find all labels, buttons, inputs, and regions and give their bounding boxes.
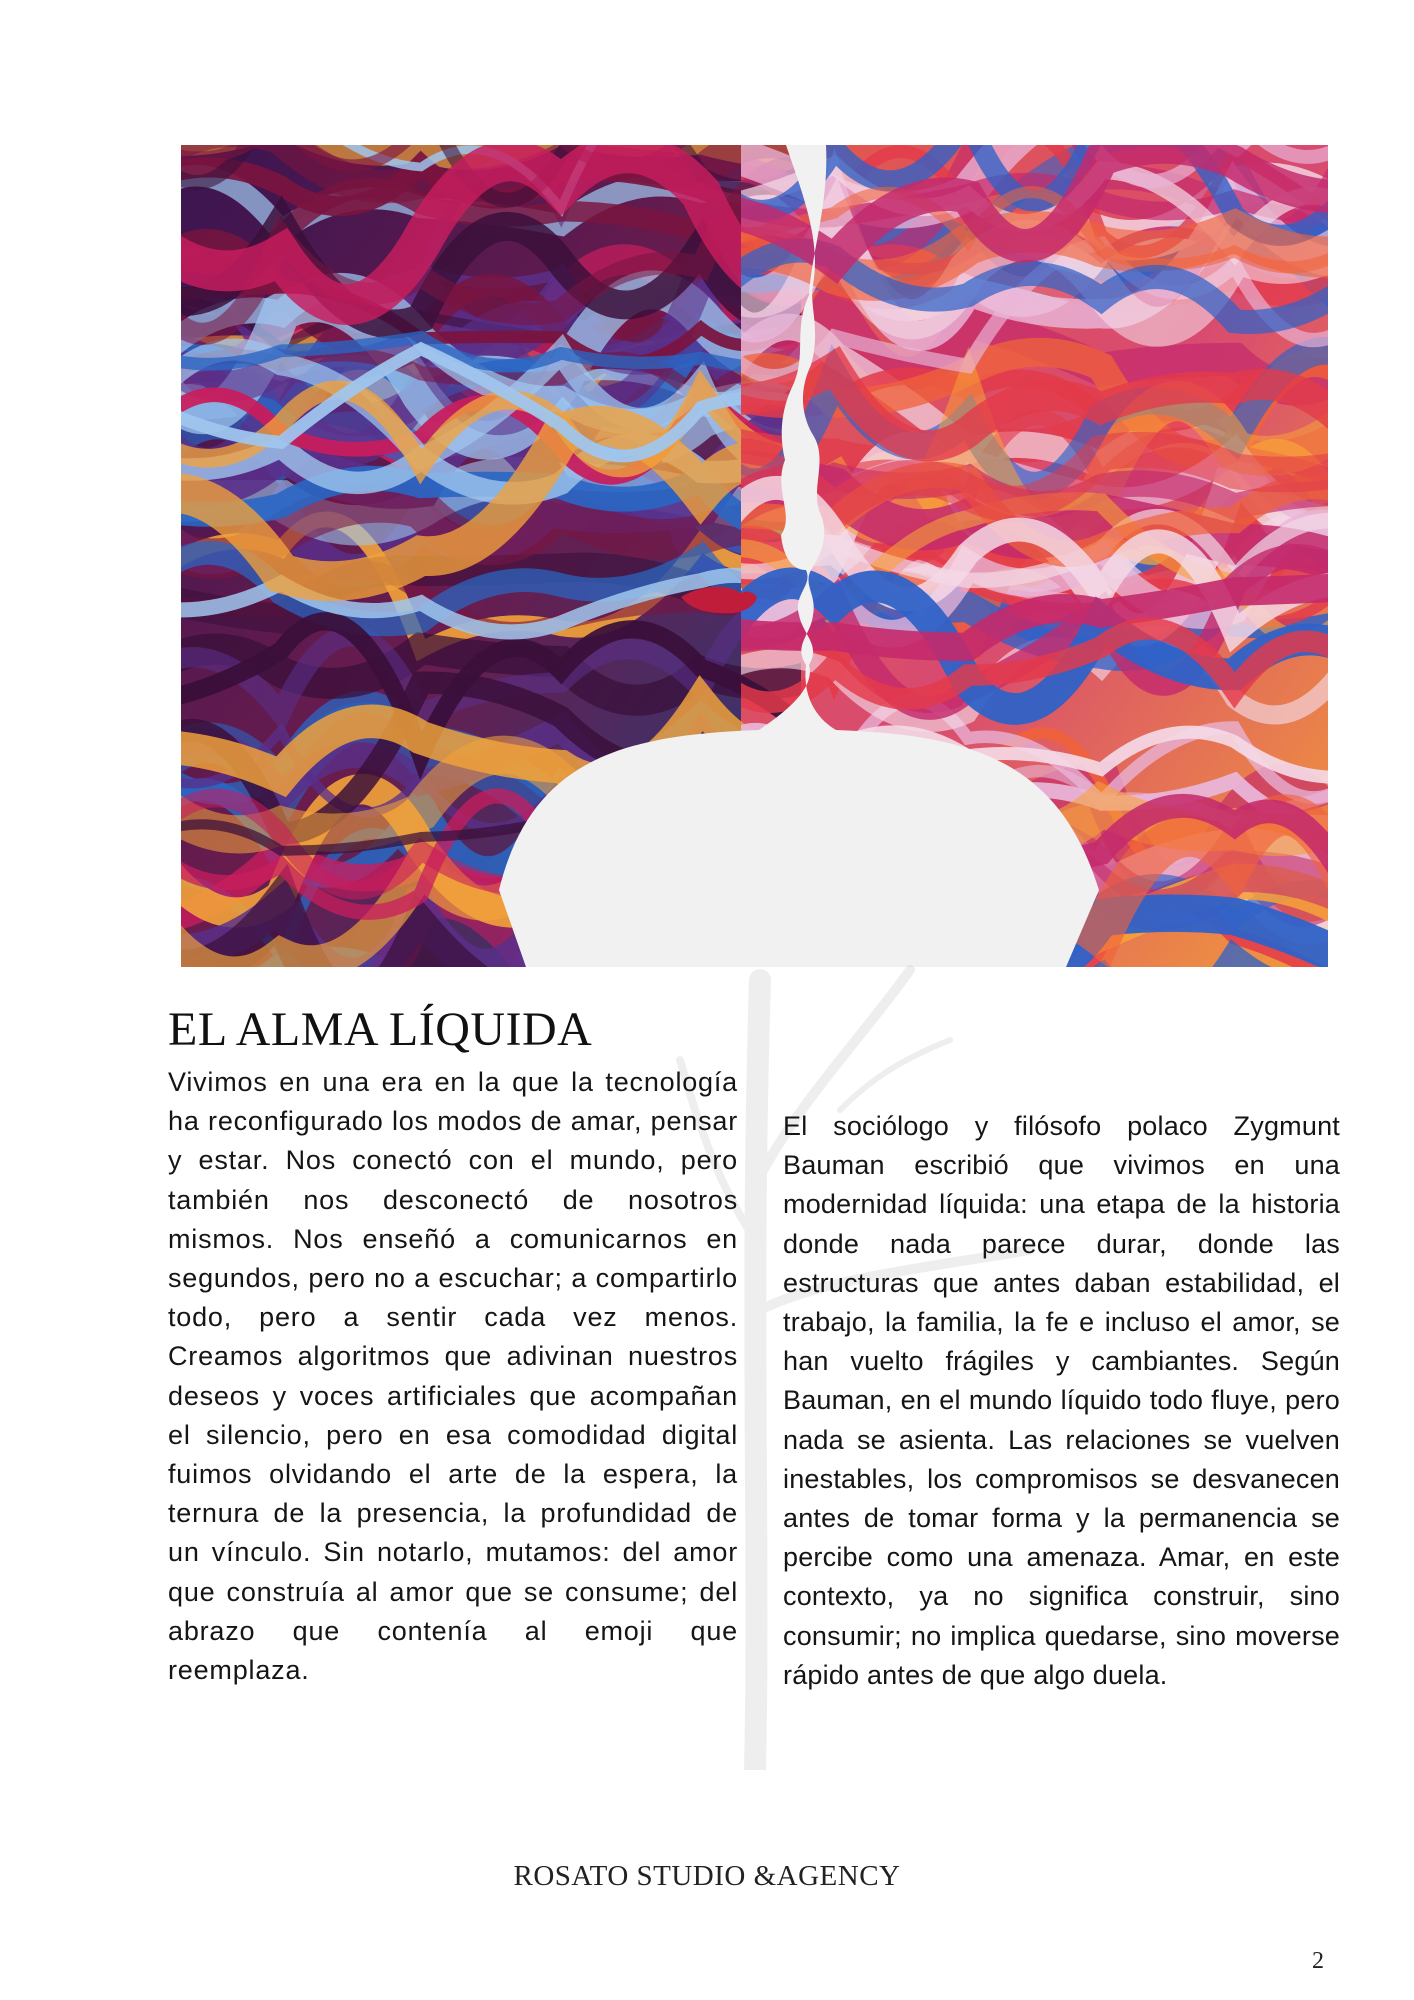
footer-brand: ROSATO STUDIO &AGENCY [513,1860,901,1892]
article-title: EL ALMA LÍQUIDA [168,1003,593,1056]
page-number: 2 [1312,1948,1324,1974]
article-paragraph-left: Vivimos en una era en la que la tecnología ha reconfigurado los modos de amar, pensar y estar. Nos conectó con el mundo, pero también nos desconectó de nosotros mismos. Nos enseñó a comunicarnos en segundos, pero no a escuchar; a compartirlo todo, pero a sentir cada vez menos. Creamos algoritmos que adivinan nuestros deseos y voces artificiales que acompañan el silencio, pero en esa comodidad digital fuimos olvidando el arte de la espera, la ternura de la presencia, la profundidad de un vínculo. Sin notarlo, mutamos: del amor que construía al amor que se consume; del abrazo que contenía al emoji que reemplaza. [168,1067,738,1686]
hero-image [181,145,1328,967]
article-paragraph-right: El sociólogo y filósofo polaco Zygmunt Bauman escribió que vivimos en una modernidad líquida: una etapa de la historia donde nada parece durar, donde las estructuras que antes daban estabilidad, el trabajo, la familia, la fe e incluso el amor, se han vuelto frágiles y cambiantes. Según Bauman, en el mundo líquido todo fluye, pero nada se asienta. Las relaciones se vuelven inestables, los compromisos se desvanecen antes de tomar forma y la permanencia se percibe como una amenaza. Amar, en este contexto, ya no significa construir, sino consumir; no implica quedarse, sino moverse rápido antes de que algo duela. [783,1111,1340,1690]
marbled-faces-artwork [181,145,1328,967]
